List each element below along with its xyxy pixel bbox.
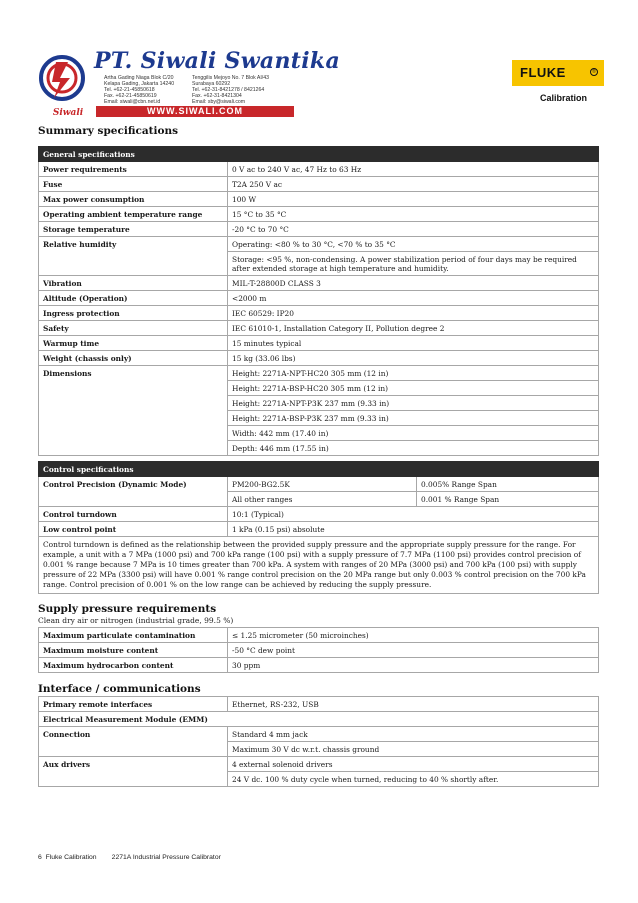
general-header: General specifications [39,147,599,162]
fluke-logo [512,60,604,86]
company-name: PT. Siwali Swantika [94,48,341,74]
table-row [39,697,599,712]
emblem-caption: Siwali [52,108,84,118]
summary-title: Summary specifications [38,125,179,137]
row-label: Altitude (Operation) [39,291,228,306]
row-value: -50 °C dew point [228,643,599,658]
table-row [39,207,599,222]
row-label: Operating ambient temperature range [39,207,228,222]
row-label: Warmup time [39,336,228,351]
supply-title: Supply pressure requirements [38,603,217,615]
table-row [39,291,599,306]
row-value: IEC 61010-1, Installation Category II, Pollution degree 2 [228,321,599,336]
emm-header-row [39,712,599,727]
table-row [39,727,599,742]
precision-range: All other ranges [228,492,417,507]
table-row [39,237,599,252]
turndown-label: Control turndown [39,507,228,522]
dimension-value: Width: 442 mm (17.40 in) [228,426,599,441]
table-row [39,522,599,537]
low-point-value: 1 kPa (0.15 psi) absolute [228,522,599,537]
row-label: Vibration [39,276,228,291]
dimension-value: Height: 2271A-NPT-HC20 305 mm (12 in) [228,366,599,381]
row-value: 100 W [228,192,599,207]
row-label: Safety [39,321,228,336]
connection-value: Standard 4 mm jack [228,727,599,742]
precision-label: Control Precision (Dynamic Mode) [39,477,228,507]
row-value: ≤ 1.25 micrometer (50 microinches) [228,628,599,643]
connection-label: Connection [39,727,228,757]
row-value: 30 ppm [228,658,599,673]
page-footer [38,854,221,861]
row-label: Storage temperature [39,222,228,237]
row-label: Maximum moisture content [39,643,228,658]
supply-subtitle: Clean dry air or nitrogen (industrial grade, 99.5 %) [38,616,234,625]
footer-brand: Fluke Calibration [45,854,97,861]
connection-value: Maximum 30 V dc w.r.t. chassis ground [228,742,599,757]
row-value: -20 °C to 70 °C [228,222,599,237]
table-row [39,658,599,673]
dimensions-label: Dimensions [39,366,228,456]
row-label: Weight (chassis only) [39,351,228,366]
table-row [39,336,599,351]
address-surabaya: Tenggilis Mejoyo No. 7 Blok AI/43 Surabaya 60292 Tel. +62-31-8421278 / 8421264 Fax. +62-31-8421304 Email: sby@siwali.com [192,75,269,105]
row-value: Storage: <95 %, non-condensing. A power stabilization period of four days may be required after extended storage at high temperature and humidity. [228,252,599,276]
low-point-label: Low control point [39,522,228,537]
dimension-value: Height: 2271A-BSP-P3K 237 mm (9.33 in) [228,411,599,426]
table-row [39,537,599,594]
fluke-calibration-label: Calibration [540,93,588,103]
table-row [39,162,599,177]
table-row [39,366,599,381]
row-label: Maximum particulate contamination [39,628,228,643]
control-spec-table [38,461,599,594]
table-row [39,222,599,237]
table-row [39,351,599,366]
siwali-logo [32,48,341,120]
dimension-value: Depth: 446 mm (17.55 in) [228,441,599,456]
emm-header: Electrical Measurement Module (EMM) [39,712,599,727]
dimension-value: Height: 2271A-BSP-HC20 305 mm (12 in) [228,381,599,396]
general-spec-table [38,146,599,456]
row-label: Max power consumption [39,192,228,207]
supply-spec-table [38,627,599,673]
interface-title: Interface / communications [38,683,201,695]
row-value: 15 kg (33.06 lbs) [228,351,599,366]
remote-value: Ethernet, RS-232, USB [228,697,599,712]
table-row [39,643,599,658]
row-label: Maximum hydrocarbon content [39,658,228,673]
row-value: Operating: <80 % to 30 °C, <70 % to 35 °C [228,237,599,252]
row-label: Ingress protection [39,306,228,321]
control-header-row [39,462,599,477]
row-value: <2000 m [228,291,599,306]
row-value: MIL-T-28800D CLASS 3 [228,276,599,291]
table-row [39,276,599,291]
siwali-emblem-icon [38,52,86,110]
precision-value: 0.005% Range Span [417,477,599,492]
aux-value: 24 V dc. 100 % duty cycle when turned, reducing to 40 % shortly after. [228,772,599,787]
control-note: Control turndown is defined as the relationship between the provided supply pressure and the appropriate supply pressure for the range. For example, a unit with a 7 MPa (1000 psi) and 700 kPa range (100 psi) with a supply pressure of 7.7 MPa (1100 psi) provides control precision of 0.001 % range because 7 MPa is 10 times greater than 700 kPa. A system with ranges of 20 MPa (3000 psi) and 700 kPa (100 psi) with supply pressure of 22 MPa (3300 psi) will have 0.001 % range control precision on the 20 MPa range but only 0.003 % control precision on the 700 kPa range. Control precision of 0.001 % on the low range can be achieved by reducing the supply pressure. [39,537,599,594]
control-header: Control specifications [39,462,599,477]
table-row [39,628,599,643]
row-value: 15 minutes typical [228,336,599,351]
dimension-value: Height: 2271A-NPT-P3K 237 mm (9.33 in) [228,396,599,411]
table-row [39,321,599,336]
table-row [39,177,599,192]
row-label: Relative humidity [39,237,228,276]
turndown-value: 10:1 (Typical) [228,507,599,522]
table-row [39,507,599,522]
interface-spec-table [38,696,599,787]
website-link[interactable]: WWW.SIWALI.COM [96,106,294,117]
row-value: T2A 250 V ac [228,177,599,192]
table-row [39,306,599,321]
footer-document: 2271A Industrial Pressure Calibrator [111,854,221,861]
remote-label: Primary remote interfaces [39,697,228,712]
row-value: 0 V ac to 240 V ac, 47 Hz to 63 Hz [228,162,599,177]
table-row [39,757,599,772]
table-row [39,477,599,492]
table-row [39,192,599,207]
row-label: Fuse [39,177,228,192]
row-value: 15 °C to 35 °C [228,207,599,222]
page-number: 6 [38,854,42,861]
row-value: IEC 60529: IP20 [228,306,599,321]
address-jakarta: Artha Gading Niaga Blok C/20 Kelapa Gading, Jakarta 14240 Tel. +62-21-45850618 Fax. +62-21-45850619 Email: siwali@cbn.net.id [104,75,175,105]
precision-value: 0.001 % Range Span [417,492,599,507]
aux-label: Aux drivers [39,757,228,787]
fluke-wordmark: FLUKE [520,65,566,80]
row-label: Power requirements [39,162,228,177]
precision-range: PM200-BG2.5K [228,477,417,492]
general-header-row [39,147,599,162]
registered-mark: ® [590,68,598,76]
aux-value: 4 external solenoid drivers [228,757,599,772]
